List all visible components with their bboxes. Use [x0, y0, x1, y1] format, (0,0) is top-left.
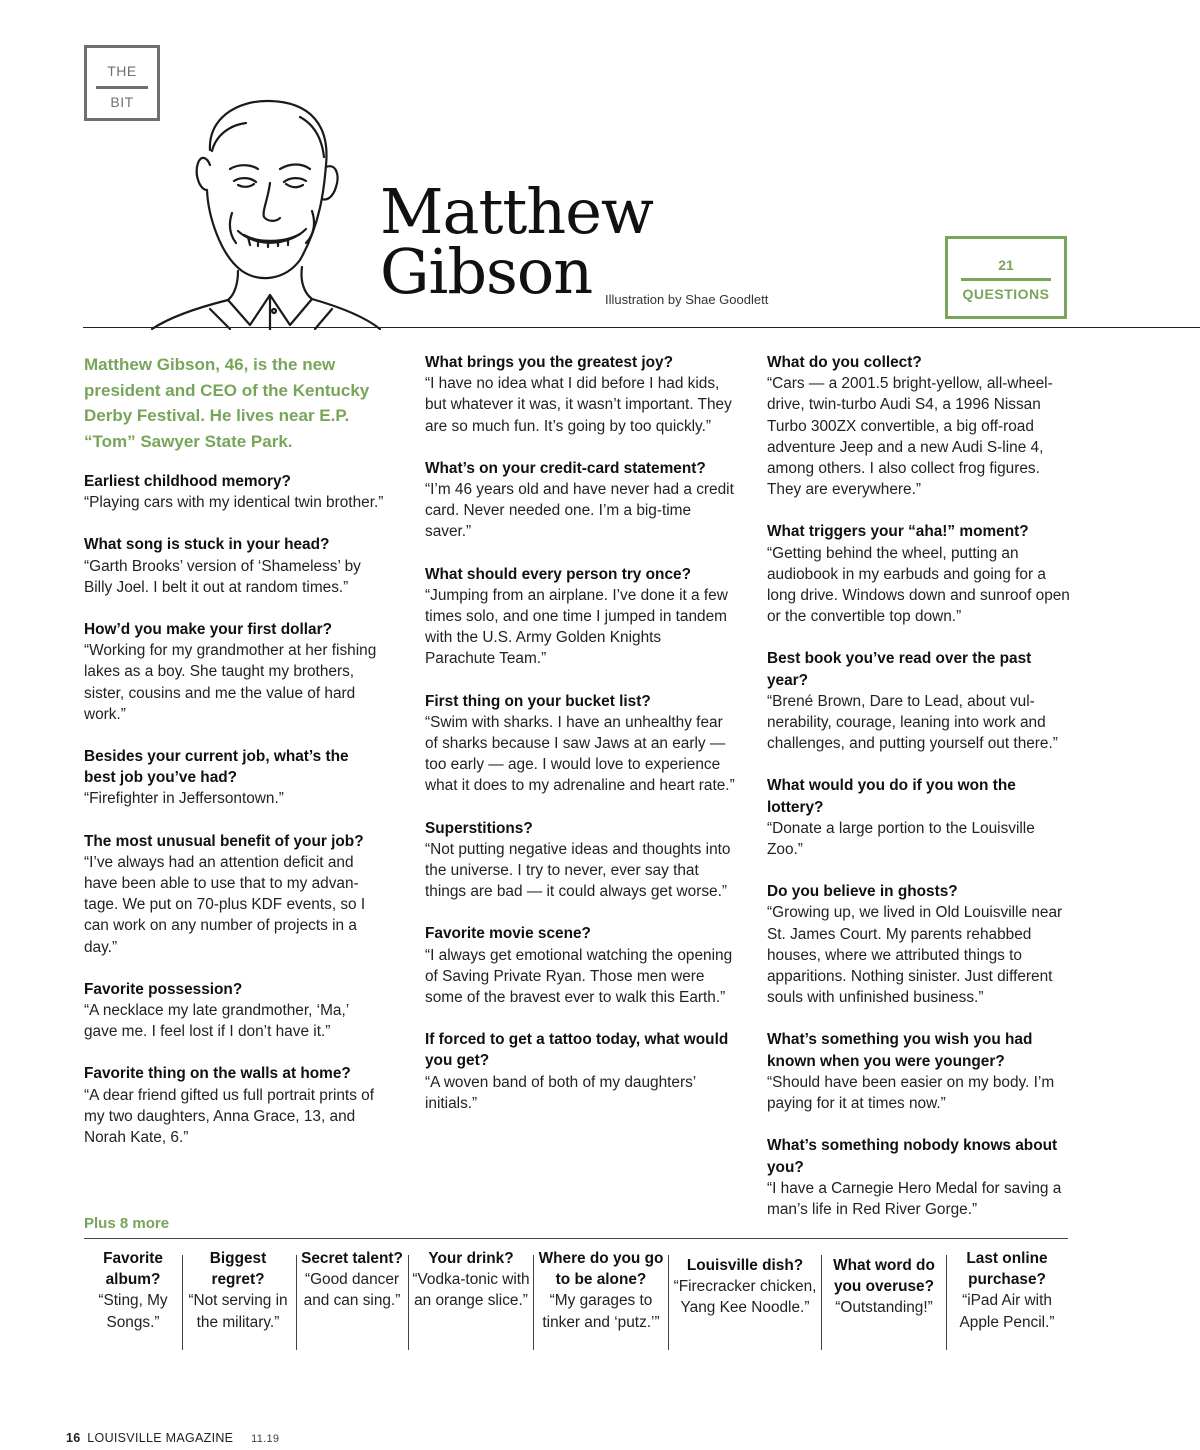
question: What’s something you wish you had known when you were younger? — [767, 1031, 1033, 1070]
question: What’s something nobody knows about you? — [767, 1137, 1058, 1176]
answer: “Jumping from an airplane. I’ve done it a few times solo, and one time I jumped in tandem with the U.S. Army Golden Knights Parachute Team.” — [425, 586, 728, 668]
answer: “Should have been easier on my body. I’m paying for it at times now.” — [767, 1073, 1055, 1113]
mini-answer: “Outstanding!” — [835, 1299, 933, 1317]
questions-badge-number: 21 — [998, 257, 1014, 273]
mini-answer: “Good dancer and can sing.” — [303, 1271, 401, 1310]
qa-item — [425, 923, 735, 1008]
intro-paragraph: Matthew Gibson, 46, is the new president and CEO of the Kentucky Derby Festival. He lives near E.P. “Tom” Sawyer State Park. — [84, 355, 370, 451]
mini-answer: “iPad Air with Apple Pencil.” — [959, 1292, 1055, 1331]
question: What should every person try once? — [425, 565, 691, 583]
answer: “I’m 46 years old and have never had a credit card. Never needed one. I’m a big-time saver.” — [425, 481, 734, 541]
mini-answer: “Firecracker chicken, Yang Kee Noodle.” — [673, 1278, 817, 1317]
question: Earliest childhood memory? — [84, 473, 291, 490]
mini-question: What word do you overuse? — [833, 1257, 935, 1296]
qa-item — [84, 619, 384, 725]
question: Favorite possession? — [84, 980, 243, 998]
mini-answer: “Not serving in the military.” — [188, 1292, 288, 1331]
mini-question: Your drink? — [428, 1250, 514, 1267]
question: Best book you’ve read over the past year? — [767, 650, 1032, 689]
qa-item — [767, 775, 1072, 860]
answer: “A dear friend gifted us full portrait prints of my two daughters, Anna Grace, 13, and Norah Kate, 6.” — [84, 1086, 375, 1147]
questions-badge-divider — [961, 278, 1051, 281]
mini-answer: “Sting, My Songs.” — [98, 1292, 168, 1331]
mini-qa-item — [409, 1245, 533, 1350]
mini-question: Louisville dish? — [686, 1257, 804, 1274]
section-label-box — [84, 45, 160, 121]
portrait-illustration — [150, 95, 382, 330]
person-first-name: Matthew — [380, 175, 653, 248]
qa-item — [84, 534, 384, 598]
header-rule — [83, 327, 1200, 328]
column-3 — [767, 352, 1072, 1241]
issue-date: 11.19 — [251, 1433, 280, 1445]
answer: “Brené Brown, Dare to Lead, about vulnerability, courage, leaning into work and challenges, and putting yourself out there.” — [767, 692, 1058, 753]
question: Besides your current job, what’s the best job you’ve had? — [84, 748, 349, 787]
mini-question: Last online purchase? — [966, 1250, 1048, 1289]
mini-question: Favorite album? — [103, 1250, 163, 1289]
answer: “Not putting negative ideas and thoughts into the universe. I try to never, ever say that things are bad — it could always get worse.” — [425, 840, 731, 901]
question: What triggers your “aha!” moment? — [767, 523, 1029, 541]
qa-item — [84, 831, 384, 958]
person-last-name: Gibson — [380, 235, 593, 308]
mini-question: Secret talent? — [301, 1250, 403, 1267]
question: How’d you make your first dollar? — [84, 621, 333, 639]
qa-item — [425, 564, 735, 670]
page-footer — [66, 1431, 279, 1445]
answer: “Firefighter in Jeffersontown.” — [84, 790, 284, 808]
section-label-line2: BIT — [110, 94, 134, 110]
mini-answer: “My garages to tinker and ‘putz.’” — [542, 1292, 660, 1331]
mini-qa-item — [822, 1245, 946, 1350]
answer: “Cars — a 2001.5 bright-yellow, all-wheel-drive, twin-turbo Audi S4, a 1996 Nissan Turbo 300ZX convertible, a big off-road adventure Jeep and a new Audi S-line 4, among others. I also collect frog figures. They are everywhere.” — [767, 375, 1053, 499]
column-1 — [84, 352, 384, 1169]
qa-item — [425, 691, 735, 797]
answer: “Playing cars with my identical twin brother.” — [84, 494, 384, 512]
qa-item — [767, 521, 1072, 627]
answer: “Garth Brooks’ version of ‘Shameless’ by Billy Joel. I belt it out at random times.” — [84, 557, 361, 596]
answer: “Working for my grandmother at her fishing lakes as a boy. She taught my brothers, sister, cousins and me the value of hard work.” — [84, 642, 377, 723]
answer: “I’ve always had an attention deficit and have been able to use that to my advantage. We put on 70-plus KDF events, so I can work on any number of projects in a day.” — [84, 853, 366, 956]
answer: “Swim with sharks. I have an unhealthy fear of sharks because I saw Jaws at an early — too early — age. I would love to experience what it does to my adrenaline and heart rate.” — [425, 713, 735, 795]
section-label-line1: THE — [107, 63, 137, 79]
answer: “Getting behind the wheel, putting an audiobook in my earbuds and going for a long drive. Windows down and sunroof open or the convertible top down.” — [767, 544, 1070, 626]
magazine-name: LOUISVILLE MAGAZINE — [87, 1431, 234, 1445]
question: Do you believe in ghosts? — [767, 883, 958, 901]
qa-item — [767, 881, 1072, 1008]
question: Favorite thing on the walls at home? — [84, 1065, 351, 1083]
answer: “A woven band of both of my daughters’ initials.” — [425, 1073, 696, 1112]
question: First thing on your bucket list? — [425, 692, 651, 710]
qa-item — [425, 352, 735, 437]
answer: “I have no idea what I did before I had kids, but whatever it was, it wasn’t important. They are so much fun. It’s going by too quickly.” — [425, 375, 732, 435]
answer: “Growing up, we lived in Old Louisville near St. James Court. My parents rehabbed houses, where we attributed things to apparitions. Nothing sinister. Just different souls with unfinished business.” — [767, 904, 1063, 1007]
qa-item — [84, 471, 384, 513]
page-number: 16 — [66, 1431, 81, 1445]
qa-item — [425, 818, 735, 903]
qa-item — [767, 648, 1072, 754]
qa-item — [767, 1135, 1072, 1220]
question: What do you collect? — [767, 354, 922, 371]
answer: “I always get emotional watching the opening of Saving Private Ryan. Those men were some of the bravest ever to walk this Earth.” — [425, 946, 733, 1007]
question: Favorite movie scene? — [425, 925, 591, 943]
mini-qa-item — [947, 1245, 1067, 1350]
column-2 — [425, 352, 735, 1135]
question: Superstitions? — [425, 819, 533, 837]
mini-qa-item — [669, 1245, 821, 1350]
mini-qa-item — [534, 1245, 668, 1350]
plus-more-heading: Plus 8 more — [84, 1215, 170, 1232]
qa-item — [84, 1063, 384, 1148]
qa-item — [425, 458, 735, 543]
mini-question: Where do you go to be alone? — [538, 1250, 664, 1289]
question: The most unusual benefit of your job? — [84, 832, 364, 850]
questions-badge-label: QUESTIONS — [962, 286, 1050, 302]
section-label-divider — [96, 86, 148, 89]
qa-item — [767, 352, 1072, 500]
mini-qa-item — [183, 1245, 293, 1350]
question: What would you do if you won the lottery? — [767, 777, 1016, 816]
answer: “Donate a large portion to the Louisville Zoo.” — [767, 819, 1035, 859]
qa-item — [425, 1029, 735, 1114]
questions-badge — [945, 236, 1067, 319]
question: If forced to get a tattoo today, what would you get? — [425, 1031, 729, 1070]
answer: “A necklace my late grandmother, ‘Ma,’ gave me. I feel lost if I don’t have it.” — [84, 1002, 349, 1041]
plus-more-rule — [84, 1238, 1068, 1239]
person-name — [380, 175, 653, 308]
qa-item — [84, 979, 384, 1043]
question: What brings you the greatest joy? — [425, 354, 673, 371]
qa-item — [84, 746, 384, 810]
mini-qa-item — [84, 1245, 182, 1350]
mini-qa-item — [297, 1245, 407, 1350]
question: What song is stuck in your head? — [84, 536, 330, 554]
question: What’s on your credit-card statement? — [425, 459, 706, 477]
qa-item — [767, 1029, 1072, 1114]
answer: “I have a Carnegie Hero Medal for saving a man’s life in Red River Gorge.” — [767, 1179, 1062, 1218]
mini-question: Biggest regret? — [209, 1250, 267, 1289]
mini-answer: “Vodka-tonic with an orange slice.” — [412, 1271, 530, 1310]
illustration-credit: Illustration by Shae Goodlett — [605, 292, 769, 307]
